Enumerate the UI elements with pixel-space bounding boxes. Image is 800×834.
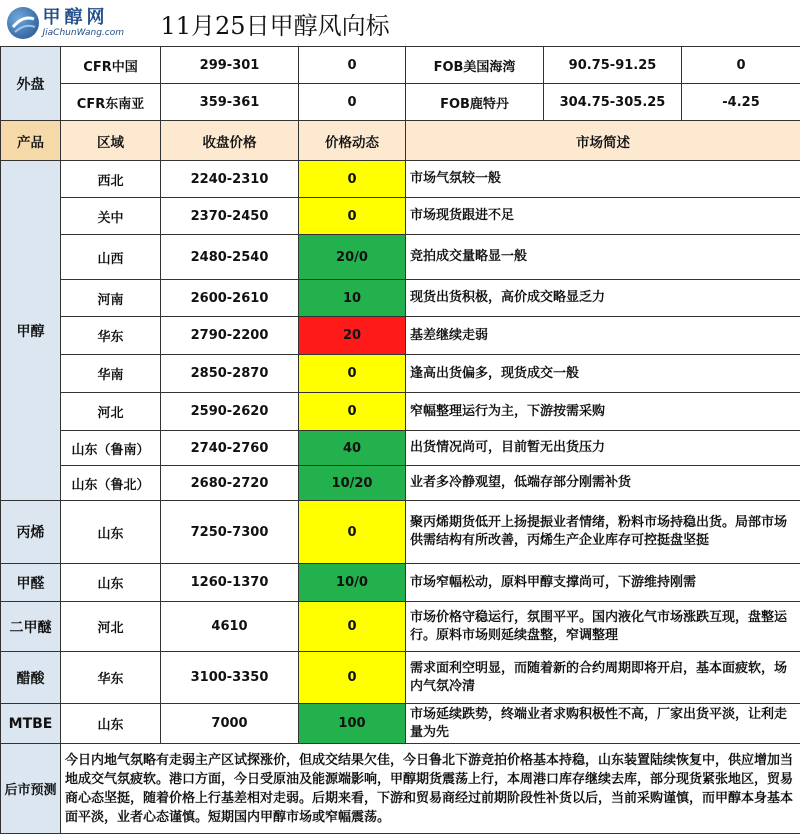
desc-cell: 需求面利空明显，而随着新的合约周期即将开启，基本面疲软，场内气氛冷清 — [406, 652, 800, 704]
header-change: 价格动态 — [299, 121, 406, 161]
desc-cell: 市场气氛较一般 — [406, 161, 800, 198]
logo — [1, 0, 161, 46]
price-cell: 2480-2540 — [161, 235, 299, 280]
outer-change: -4.25 — [682, 84, 800, 121]
table-header — [1, 121, 800, 161]
outer-row-2 — [1, 84, 800, 121]
product-methanol: 甲醇 — [1, 161, 61, 501]
price-cell: 2590-2620 — [161, 393, 299, 431]
change-cell: 0 — [299, 161, 406, 198]
desc-cell: 市场价格守稳运行，氛围平平。国内液化气市场涨跌互现，盘整运行。原料市场则延续盘整，窄调整理 — [406, 602, 800, 652]
change-cell: 20/0 — [299, 235, 406, 280]
outer-price: 90.75-91.25 — [544, 47, 682, 84]
table-row — [1, 393, 800, 431]
table-row — [1, 280, 800, 317]
product-cell: MTBE — [1, 704, 61, 744]
desc-cell: 市场延续跌势，终端业者求购积极性不高，厂家出货平淡，让利走量为先 — [406, 704, 800, 744]
table-row — [1, 652, 800, 704]
logo-chinese: 甲醇网 — [43, 9, 125, 27]
change-cell: 10/20 — [299, 466, 406, 501]
region-cell: 华东 — [61, 317, 161, 355]
product-cell: 二甲醚 — [1, 602, 61, 652]
price-cell: 2850-2870 — [161, 355, 299, 393]
change-cell: 0 — [299, 602, 406, 652]
change-cell: 0 — [299, 198, 406, 235]
table-row — [1, 235, 800, 280]
desc-cell: 逢高出货偏多，现货成交一般 — [406, 355, 800, 393]
outer-name: CFR东南亚 — [61, 84, 161, 121]
table-row — [1, 564, 800, 602]
product-cell: 醋酸 — [1, 652, 61, 704]
desc-cell: 窄幅整理运行为主，下游按需采购 — [406, 393, 800, 431]
price-cell: 2740-2760 — [161, 431, 299, 466]
page-title: 11月25日甲醇风向标 — [161, 0, 800, 47]
price-cell: 2240-2310 — [161, 161, 299, 198]
price-cell: 7000 — [161, 704, 299, 744]
region-cell: 西北 — [61, 161, 161, 198]
price-cell: 1260-1370 — [161, 564, 299, 602]
outer-price: 359-361 — [161, 84, 299, 121]
logo-cell — [1, 0, 161, 47]
region-cell: 山东 — [61, 704, 161, 744]
desc-cell: 出货情况尚可，目前暂无出货压力 — [406, 431, 800, 466]
price-cell: 2370-2450 — [161, 198, 299, 235]
price-cell: 2680-2720 — [161, 466, 299, 501]
outer-change: 0 — [299, 84, 406, 121]
outer-name: CFR中国 — [61, 47, 161, 84]
product-cell: 丙烯 — [1, 501, 61, 564]
region-cell: 山东 — [61, 564, 161, 602]
region-cell: 河北 — [61, 602, 161, 652]
change-cell: 10 — [299, 280, 406, 317]
outer-change: 0 — [682, 47, 800, 84]
change-cell: 0 — [299, 652, 406, 704]
desc-cell: 聚丙烯期货低开上扬提振业者情绪，粉料市场持稳出货。局部市场供需结构有所改善，丙烯生产企业库存可控挺盘坚挺 — [406, 501, 800, 564]
outer-name: FOB美国海湾 — [406, 47, 544, 84]
table-row — [1, 431, 800, 466]
outer-label: 外盘 — [1, 47, 61, 121]
desc-cell: 现货出货积极，高价成交略显乏力 — [406, 280, 800, 317]
desc-cell: 市场现货跟进不足 — [406, 198, 800, 235]
product-cell: 甲醛 — [1, 564, 61, 602]
header-region: 区域 — [61, 121, 161, 161]
outlook-row — [1, 744, 800, 834]
change-cell: 0 — [299, 501, 406, 564]
outer-row-1 — [1, 47, 800, 84]
region-cell: 华南 — [61, 355, 161, 393]
table-row — [1, 198, 800, 235]
region-cell: 关中 — [61, 198, 161, 235]
title-row — [1, 0, 800, 47]
price-cell: 2600-2610 — [161, 280, 299, 317]
change-cell: 100 — [299, 704, 406, 744]
table-row — [1, 466, 800, 501]
change-cell: 20 — [299, 317, 406, 355]
price-cell: 2790-2200 — [161, 317, 299, 355]
header-product: 产品 — [1, 121, 61, 161]
outlook-text: 今日内地气氛略有走弱主产区试探涨价，但成交结果欠佳，今日鲁北下游竞拍价格基本持稳，山东装置陆续恢复中，供应增加当地成交气氛疲软。港口方面，今日受原油及能源端影响，甲醇期货震荡上行，本周港口库存继续去库，部分现货紧张地区，贸易商心态坚挺，随着价格上行基差相对走弱。后期来看，下游和贸易商经过前期阶段性补货以后，当前采购谨慎，而甲醇本身基本面平淡，业者心态谨慎。短期国内甲醇市场或窄幅震荡。 — [61, 744, 800, 834]
table-row — [1, 602, 800, 652]
table-row — [1, 161, 800, 198]
table-row — [1, 704, 800, 744]
logo-english: JiaChunWang.com — [43, 29, 125, 38]
region-cell: 山东（鲁北） — [61, 466, 161, 501]
globe-logo-icon — [7, 7, 39, 39]
change-cell: 0 — [299, 393, 406, 431]
change-cell: 40 — [299, 431, 406, 466]
table-row — [1, 501, 800, 564]
outer-price: 299-301 — [161, 47, 299, 84]
outlook-label: 后市预测 — [1, 744, 61, 834]
region-cell: 山东 — [61, 501, 161, 564]
region-cell: 河北 — [61, 393, 161, 431]
header-desc: 市场简述 — [406, 121, 800, 161]
region-cell: 山西 — [61, 235, 161, 280]
region-cell: 河南 — [61, 280, 161, 317]
region-cell: 山东（鲁南） — [61, 431, 161, 466]
change-cell: 10/0 — [299, 564, 406, 602]
price-cell: 7250-7300 — [161, 501, 299, 564]
price-cell: 3100-3350 — [161, 652, 299, 704]
outer-change: 0 — [299, 47, 406, 84]
table-row — [1, 355, 800, 393]
outer-price: 304.75-305.25 — [544, 84, 682, 121]
desc-cell: 基差继续走弱 — [406, 317, 800, 355]
table-row — [1, 317, 800, 355]
outer-name: FOB鹿特丹 — [406, 84, 544, 121]
desc-cell: 竞拍成交量略显一般 — [406, 235, 800, 280]
header-price: 收盘价格 — [161, 121, 299, 161]
desc-cell: 业者多冷静观望，低端存部分刚需补货 — [406, 466, 800, 501]
region-cell: 华东 — [61, 652, 161, 704]
price-cell: 4610 — [161, 602, 299, 652]
desc-cell: 市场窄幅松动，原料甲醇支撑尚可，下游维持刚需 — [406, 564, 800, 602]
change-cell: 0 — [299, 355, 406, 393]
